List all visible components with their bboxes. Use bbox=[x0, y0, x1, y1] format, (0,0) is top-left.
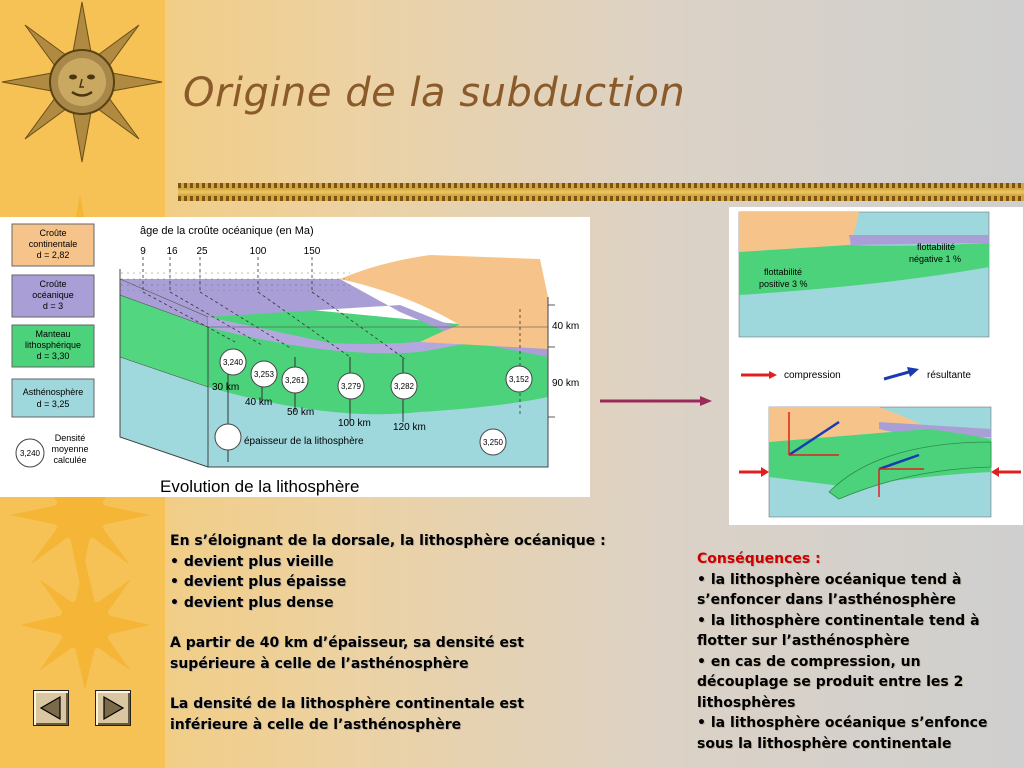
arrow-right-icon bbox=[600, 390, 715, 410]
consequence-line: lithosphères bbox=[697, 694, 796, 711]
sun-icon bbox=[0, 560, 165, 710]
label-resultante: résultante bbox=[927, 370, 971, 381]
density-value: 3,250 bbox=[482, 438, 504, 447]
legend-mantle-2: lithosphérique bbox=[24, 340, 82, 350]
density-value: 3,152 bbox=[508, 375, 530, 384]
depth-label: 30 km bbox=[212, 382, 240, 393]
label-positive-2: positive 3 % bbox=[759, 279, 808, 289]
consequence-line: découplage se produit entre les 2 bbox=[697, 674, 964, 690]
legend-density-badge: 3,240 bbox=[19, 449, 41, 458]
bullet-item: • devient plus vieille bbox=[170, 553, 334, 570]
consequence-line: • la lithosphère océanique tend à bbox=[697, 571, 962, 588]
slide-title: Origine de la subduction bbox=[183, 70, 686, 116]
figure-caption: Evolution de la lithosphère bbox=[160, 477, 360, 496]
paragraph-line: A partir de 40 km d’épaisseur, sa densité est bbox=[170, 635, 524, 651]
age-tick: 25 bbox=[196, 246, 208, 257]
scale-label: 40 km bbox=[552, 321, 580, 332]
density-value: 3,279 bbox=[340, 382, 362, 391]
density-value: 3,261 bbox=[284, 376, 306, 385]
figure-legend bbox=[12, 224, 94, 467]
depth-label: 50 km bbox=[287, 407, 315, 418]
previous-slide-button[interactable] bbox=[33, 690, 69, 726]
age-tick: 9 bbox=[140, 246, 146, 257]
legend-density-1: Densité bbox=[54, 433, 86, 443]
legend-density-2: moyenne bbox=[51, 444, 89, 454]
bullet-item: • devient plus épaisse bbox=[170, 574, 347, 590]
age-tick: 16 bbox=[166, 246, 178, 257]
scale-label: 90 km bbox=[552, 378, 580, 389]
legend-crust-oceanic-2: océanique bbox=[32, 290, 74, 300]
density-value: 3,282 bbox=[393, 382, 415, 391]
lithosphere-evolution-figure bbox=[0, 217, 590, 497]
bullet-item: • devient plus dense bbox=[170, 594, 334, 611]
legend-mantle-3: d = 3,30 bbox=[36, 351, 70, 361]
consequence-line: • la lithosphère continentale tend à bbox=[697, 612, 980, 629]
legend-mantle-1: Manteau bbox=[35, 329, 71, 339]
buoyancy-figure bbox=[729, 207, 1023, 525]
legend-density-3: calculée bbox=[53, 455, 87, 465]
legend-crust-oceanic-3: d = 3 bbox=[42, 301, 64, 311]
legend-crust-continental-3: d = 2,82 bbox=[36, 250, 70, 260]
consequences-heading: Conséquences : bbox=[697, 551, 821, 567]
title-divider bbox=[178, 183, 1024, 201]
consequence-line: sous la lithosphère continentale bbox=[697, 735, 952, 752]
depth-label: 40 km bbox=[245, 397, 273, 408]
consequence-line: flotter sur l’asthénosphère bbox=[697, 633, 910, 649]
age-axis-label: âge de la croûte océanique (en Ma) bbox=[140, 225, 314, 237]
label-negative-1: flottabilité bbox=[917, 242, 956, 252]
thickness-label: épaisseur de la lithosphère bbox=[244, 436, 364, 447]
text-consequences bbox=[697, 549, 997, 754]
density-value: 3,240 bbox=[222, 358, 244, 367]
sun-face-icon bbox=[0, 0, 165, 190]
paragraph-line: La densité de la lithosphère continentale est bbox=[170, 696, 525, 712]
legend-crust-continental-1: Croûte bbox=[39, 228, 67, 238]
paragraph-line: inférieure à celle de l’asthénosphère bbox=[170, 716, 462, 733]
consequence-line: s’enfoncer dans l’asthénosphère bbox=[697, 592, 956, 608]
legend-crust-oceanic-1: Croûte bbox=[39, 279, 67, 289]
next-slide-button[interactable] bbox=[95, 690, 131, 726]
legend-crust-continental-2: continentale bbox=[28, 239, 78, 249]
triangle-right-icon bbox=[100, 695, 126, 721]
intro-text: En s’éloignant de la dorsale, la lithosphère océanique : bbox=[170, 533, 606, 549]
consequence-line: • en cas de compression, un bbox=[697, 653, 921, 670]
consequence-line: • la lithosphère océanique s’enfonce bbox=[697, 715, 988, 731]
depth-label: 100 km bbox=[338, 418, 371, 429]
label-positive-1: flottabilité bbox=[764, 267, 803, 277]
paragraph-line: supérieure à celle de l’asthénosphère bbox=[170, 655, 469, 672]
label-compression: compression bbox=[784, 370, 841, 381]
age-tick: 100 bbox=[249, 246, 267, 257]
age-tick: 150 bbox=[303, 246, 321, 257]
text-lithosphere-evolution bbox=[170, 531, 650, 735]
density-value: 3,253 bbox=[253, 370, 275, 379]
depth-label: 120 km bbox=[393, 422, 426, 433]
legend-asthenosphere-2: d = 3,25 bbox=[36, 399, 70, 409]
legend-asthenosphere-1: Asthénosphère bbox=[22, 387, 84, 397]
label-negative-2: négative 1 % bbox=[909, 254, 962, 264]
triangle-left-icon bbox=[38, 695, 64, 721]
